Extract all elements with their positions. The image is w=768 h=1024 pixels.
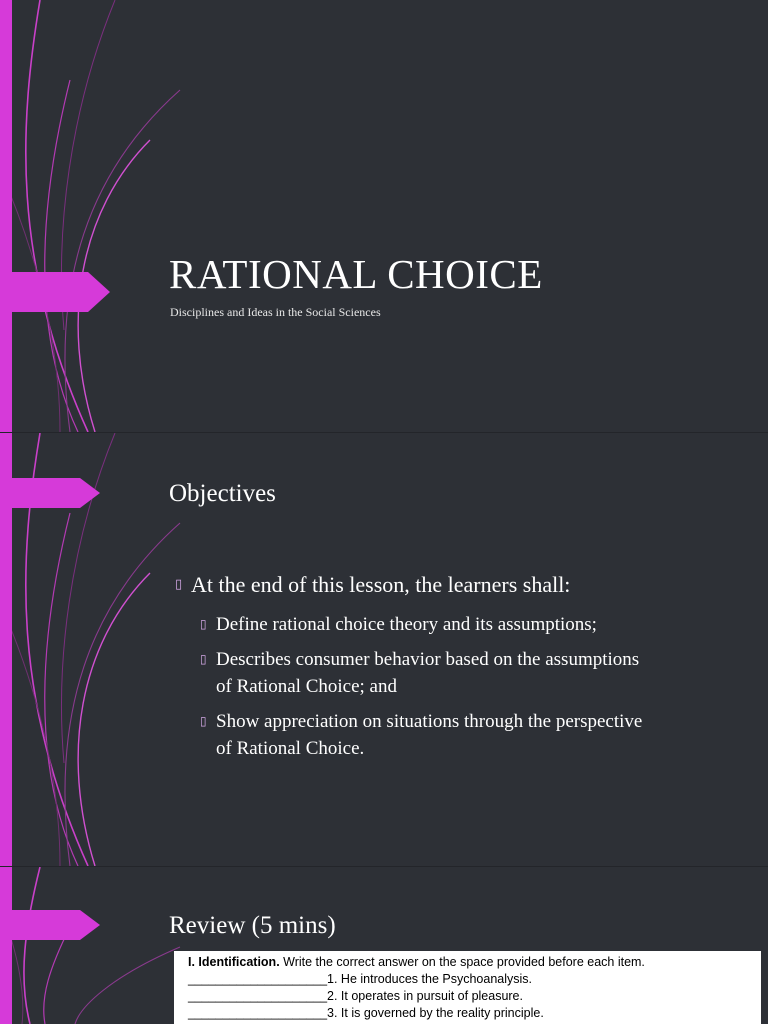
decorative-swooshes — [0, 0, 200, 432]
list-item: ▯ Define rational choice theory and its assumptions; — [216, 611, 597, 638]
slide-subtitle: Disciplines and Ideas in the Social Sciences — [170, 305, 381, 319]
quiz-question: ____________________2. It operates in pursuit of pleasure. — [188, 989, 523, 1003]
review-slide — [0, 867, 768, 1024]
bullet-icon: ▯ — [200, 652, 207, 666]
list-item: ▯ Show appreciation on situations through the perspective of Rational Choice. — [216, 708, 642, 762]
quiz-instructions: I. Identification. Write the correct answer on the space provided before each item. — [188, 955, 645, 969]
decorative-swooshes — [0, 867, 200, 1024]
list-item: ▯ Describes consumer behavior based on the assumptions of Rational Choice; and — [216, 646, 639, 700]
objectives-slide — [0, 433, 768, 866]
bullet-icon: ▯ — [200, 714, 207, 728]
quiz-question: ____________________3. It is governed by the reality principle. — [188, 1006, 544, 1020]
bullet-icon: ▯ — [200, 617, 207, 631]
title-slide — [0, 0, 768, 432]
section-heading: Objectives — [169, 480, 276, 507]
slide-title: RATIONAL CHOICE — [169, 251, 543, 297]
bullet-icon: ▯ — [175, 577, 183, 592]
section-heading: Review (5 mins) — [169, 912, 336, 939]
bullet-intro: ▯ At the end of this lesson, the learners shall: — [175, 572, 571, 597]
quiz-question: ____________________1. He introduces the Psychoanalysis. — [188, 972, 533, 986]
quiz-box — [174, 951, 761, 1024]
